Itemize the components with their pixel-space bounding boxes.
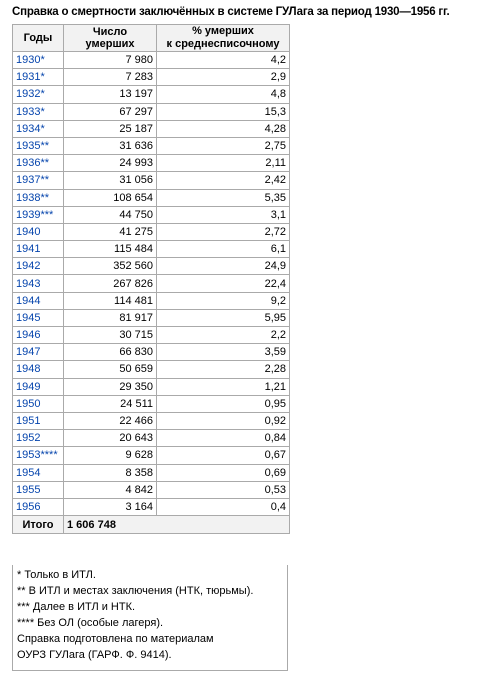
- footnote-line: ОУРЗ ГУЛага (ГАРФ. Ф. 9414).: [17, 649, 172, 661]
- percent-cell: 1,21: [157, 378, 290, 395]
- year-link[interactable]: 1935**: [13, 137, 64, 154]
- year-link[interactable]: 1952: [13, 430, 64, 447]
- year-link[interactable]: 1931*: [13, 69, 64, 86]
- year-link[interactable]: 1956: [13, 498, 64, 515]
- year-link[interactable]: 1943: [13, 275, 64, 292]
- year-link[interactable]: 1954: [13, 464, 64, 481]
- year-link[interactable]: 1950: [13, 395, 64, 412]
- deaths-cell: 31 056: [64, 172, 157, 189]
- year-link[interactable]: 1936**: [13, 155, 64, 172]
- percent-cell: 0,4: [157, 498, 290, 515]
- year-link[interactable]: 1944: [13, 292, 64, 309]
- year-link[interactable]: 1939***: [13, 206, 64, 223]
- percent-cell: 6,1: [157, 241, 290, 258]
- deaths-cell: 7 980: [64, 52, 157, 69]
- deaths-cell: 81 917: [64, 309, 157, 326]
- table-row: [13, 258, 290, 275]
- percent-cell: 0,53: [157, 481, 290, 498]
- percent-cell: 4,8: [157, 86, 290, 103]
- table-row: [13, 447, 290, 464]
- table-row: [13, 361, 290, 378]
- deaths-cell: 24 511: [64, 395, 157, 412]
- table-row: [13, 395, 290, 412]
- column-header-percent: [157, 25, 290, 52]
- percent-cell: 2,9: [157, 69, 290, 86]
- deaths-cell: 4 842: [64, 481, 157, 498]
- total-row: [13, 516, 290, 534]
- table-row: [13, 327, 290, 344]
- year-link[interactable]: 1949: [13, 378, 64, 395]
- table-row: [13, 189, 290, 206]
- column-header-deaths: Число умерших: [64, 25, 157, 52]
- deaths-cell: 30 715: [64, 327, 157, 344]
- percent-cell: 2,2: [157, 327, 290, 344]
- table-row: [13, 86, 290, 103]
- table-row: [13, 412, 290, 429]
- year-link[interactable]: 1940: [13, 223, 64, 240]
- deaths-cell: 29 350: [64, 378, 157, 395]
- table-header-row: [13, 25, 290, 52]
- year-link[interactable]: 1938**: [13, 189, 64, 206]
- table-row: [13, 430, 290, 447]
- footnotes: [12, 565, 288, 671]
- percent-cell: 2,11: [157, 155, 290, 172]
- deaths-cell: 31 636: [64, 137, 157, 154]
- year-link[interactable]: 1942: [13, 258, 64, 275]
- year-link[interactable]: 1933*: [13, 103, 64, 120]
- deaths-cell: 3 164: [64, 498, 157, 515]
- deaths-cell: 50 659: [64, 361, 157, 378]
- percent-cell: 15,3: [157, 103, 290, 120]
- table-row: [13, 275, 290, 292]
- table-row: [13, 378, 290, 395]
- percent-cell: 2,72: [157, 223, 290, 240]
- deaths-cell: 115 484: [64, 241, 157, 258]
- year-link[interactable]: 1947: [13, 344, 64, 361]
- table-row: [13, 120, 290, 137]
- deaths-cell: 13 197: [64, 86, 157, 103]
- table-row: [13, 52, 290, 69]
- table-row: [13, 498, 290, 515]
- page-title: Справка о смертности заключённых в системе ГУЛага за период 1930—1956 гг.: [12, 6, 450, 18]
- table-row: [13, 292, 290, 309]
- deaths-cell: 8 358: [64, 464, 157, 481]
- percent-cell: 24,9: [157, 258, 290, 275]
- deaths-cell: 41 275: [64, 223, 157, 240]
- deaths-cell: 67 297: [64, 103, 157, 120]
- table-row: [13, 241, 290, 258]
- year-link[interactable]: 1937**: [13, 172, 64, 189]
- column-header-year: Годы: [13, 25, 64, 52]
- column-header-percent-line1: % умерших: [192, 25, 254, 37]
- year-link[interactable]: 1941: [13, 241, 64, 258]
- table-row: [13, 206, 290, 223]
- percent-cell: 0,95: [157, 395, 290, 412]
- deaths-cell: 114 481: [64, 292, 157, 309]
- table-row: [13, 69, 290, 86]
- year-link[interactable]: 1953****: [13, 447, 64, 464]
- deaths-cell: 22 466: [64, 412, 157, 429]
- deaths-cell: 66 830: [64, 344, 157, 361]
- column-header-percent-line2: к среднесписочному: [166, 38, 280, 50]
- table-row: [13, 137, 290, 154]
- year-link[interactable]: 1948: [13, 361, 64, 378]
- year-link[interactable]: 1955: [13, 481, 64, 498]
- total-deaths: 1 606 748: [64, 516, 290, 534]
- mortality-table: [12, 24, 290, 534]
- deaths-cell: 44 750: [64, 206, 157, 223]
- year-link[interactable]: 1945: [13, 309, 64, 326]
- percent-cell: 2,42: [157, 172, 290, 189]
- table-row: [13, 155, 290, 172]
- percent-cell: 3,59: [157, 344, 290, 361]
- percent-cell: 4,28: [157, 120, 290, 137]
- year-link[interactable]: 1934*: [13, 120, 64, 137]
- percent-cell: 0,92: [157, 412, 290, 429]
- total-label: Итого: [13, 516, 64, 534]
- footnote-line: ** В ИТЛ и местах заключения (НТК, тюрьмы).: [17, 585, 254, 597]
- percent-cell: 0,67: [157, 447, 290, 464]
- table-body: [13, 52, 290, 516]
- year-link[interactable]: 1946: [13, 327, 64, 344]
- percent-cell: 3,1: [157, 206, 290, 223]
- table-row: [13, 344, 290, 361]
- deaths-cell: 9 628: [64, 447, 157, 464]
- percent-cell: 5,95: [157, 309, 290, 326]
- percent-cell: 4,2: [157, 52, 290, 69]
- deaths-cell: 267 826: [64, 275, 157, 292]
- deaths-cell: 25 187: [64, 120, 157, 137]
- year-link[interactable]: 1932*: [13, 86, 64, 103]
- table-row: [13, 223, 290, 240]
- deaths-cell: 352 560: [64, 258, 157, 275]
- year-link[interactable]: 1930*: [13, 52, 64, 69]
- table-row: [13, 309, 290, 326]
- year-link[interactable]: 1951: [13, 412, 64, 429]
- table-row: [13, 481, 290, 498]
- deaths-cell: 24 993: [64, 155, 157, 172]
- percent-cell: 22,4: [157, 275, 290, 292]
- percent-cell: 9,2: [157, 292, 290, 309]
- deaths-cell: 20 643: [64, 430, 157, 447]
- table-row: [13, 172, 290, 189]
- percent-cell: 2,28: [157, 361, 290, 378]
- percent-cell: 0,84: [157, 430, 290, 447]
- footnote-line: **** Без ОЛ (особые лагеря).: [17, 617, 164, 629]
- deaths-cell: 7 283: [64, 69, 157, 86]
- percent-cell: 2,75: [157, 137, 290, 154]
- footnote-line: * Только в ИТЛ.: [17, 569, 96, 581]
- table-row: [13, 103, 290, 120]
- deaths-cell: 108 654: [64, 189, 157, 206]
- footnote-line: Справка подготовлена по материалам: [17, 633, 214, 645]
- percent-cell: 0,69: [157, 464, 290, 481]
- percent-cell: 5,35: [157, 189, 290, 206]
- footnote-line: *** Далее в ИТЛ и НТК.: [17, 601, 136, 613]
- table-row: [13, 464, 290, 481]
